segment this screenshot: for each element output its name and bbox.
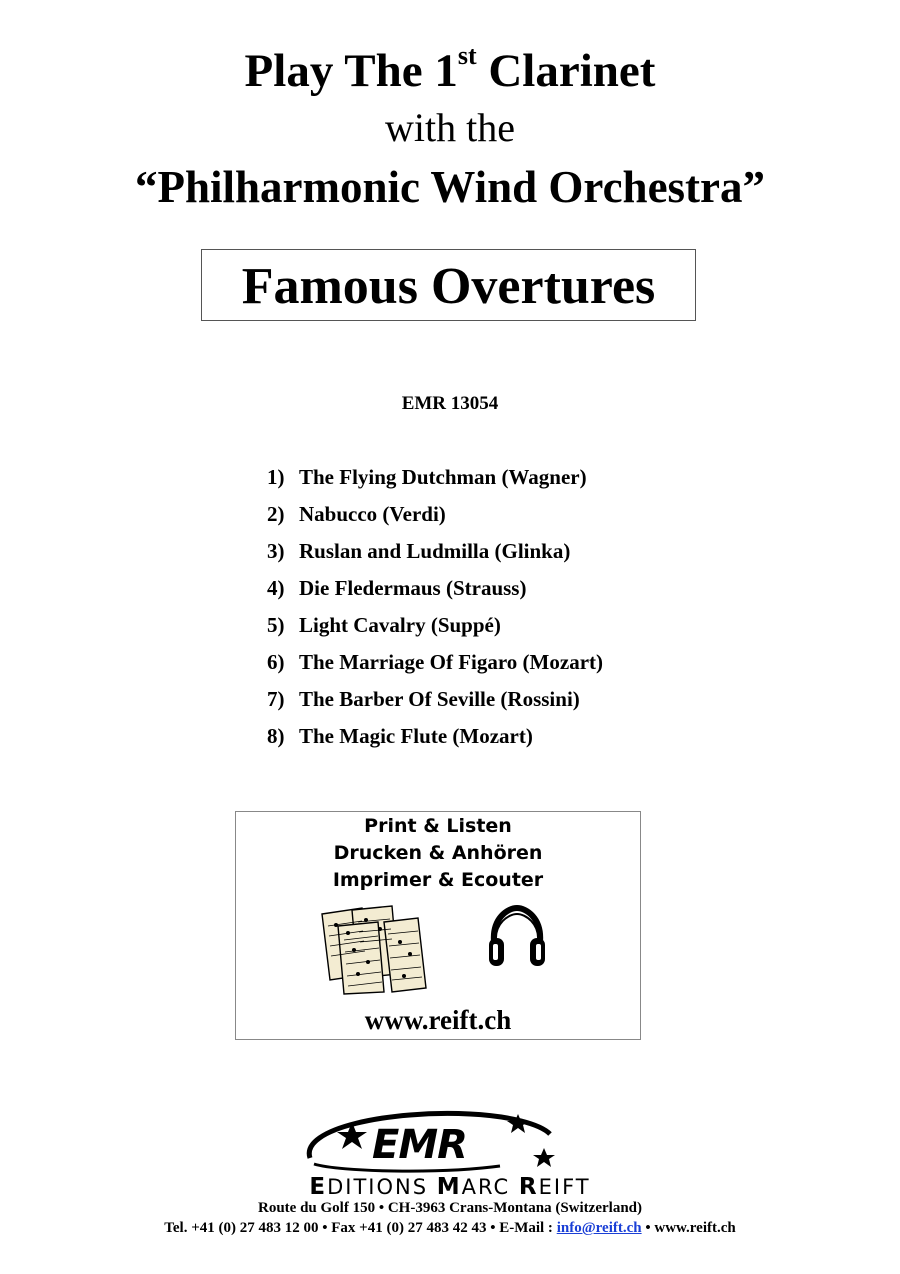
sheet-music-icon (318, 904, 428, 996)
list-item: 3) Ruslan and Ludmilla (Glinka) (267, 539, 571, 563)
headphones-icon (486, 904, 548, 970)
promo-line-1: Print & Listen (364, 815, 512, 837)
publisher-name: EDITIONS MARC REIFT (309, 1174, 591, 1200)
publisher-address: Route du Golf 150 • CH-3963 Crans-Montana (Switzerland) (258, 1200, 642, 1216)
list-item: 8) The Magic Flute (Mozart) (267, 724, 533, 748)
publisher-contact: Tel. +41 (0) 27 483 12 00 • Fax +41 (0) 27 483 42 43 • E-Mail : info@reift.ch • www.reift.ch (164, 1220, 736, 1236)
series-title-box (201, 249, 696, 321)
title-line-3: “Philharmonic Wind Orchestra” (134, 162, 766, 212)
list-item: 4) Die Fledermaus (Strauss) (267, 576, 527, 600)
promo-line-3: Imprimer & Ecouter (332, 869, 544, 891)
promo-url: www.reift.ch (364, 1005, 512, 1035)
title-line-1: Play The 1st Clarinet (244, 41, 656, 97)
list-item: 1) The Flying Dutchman (Wagner) (267, 465, 587, 489)
promo-line-2: Drucken & Anhören (333, 842, 543, 864)
catalog-code: EMR 13054 (401, 393, 499, 414)
email-link[interactable]: info@reift.ch (556, 1220, 642, 1236)
list-item: 7) The Barber Of Seville (Rossini) (267, 687, 580, 711)
title-line-2: with the (385, 105, 515, 150)
series-title: Famous Overtures (241, 257, 656, 315)
cover-title (0, 40, 900, 218)
contents-list (267, 463, 603, 759)
svg-text:EMR: EMR (372, 1122, 467, 1168)
list-item: 2) Nabucco (Verdi) (267, 502, 446, 526)
emr-logo-icon (300, 1108, 570, 1176)
list-item: 6) The Marriage Of Figaro (Mozart) (267, 650, 603, 674)
list-item: 5) Light Cavalry (Suppé) (267, 613, 501, 637)
print-listen-box (235, 811, 641, 1040)
